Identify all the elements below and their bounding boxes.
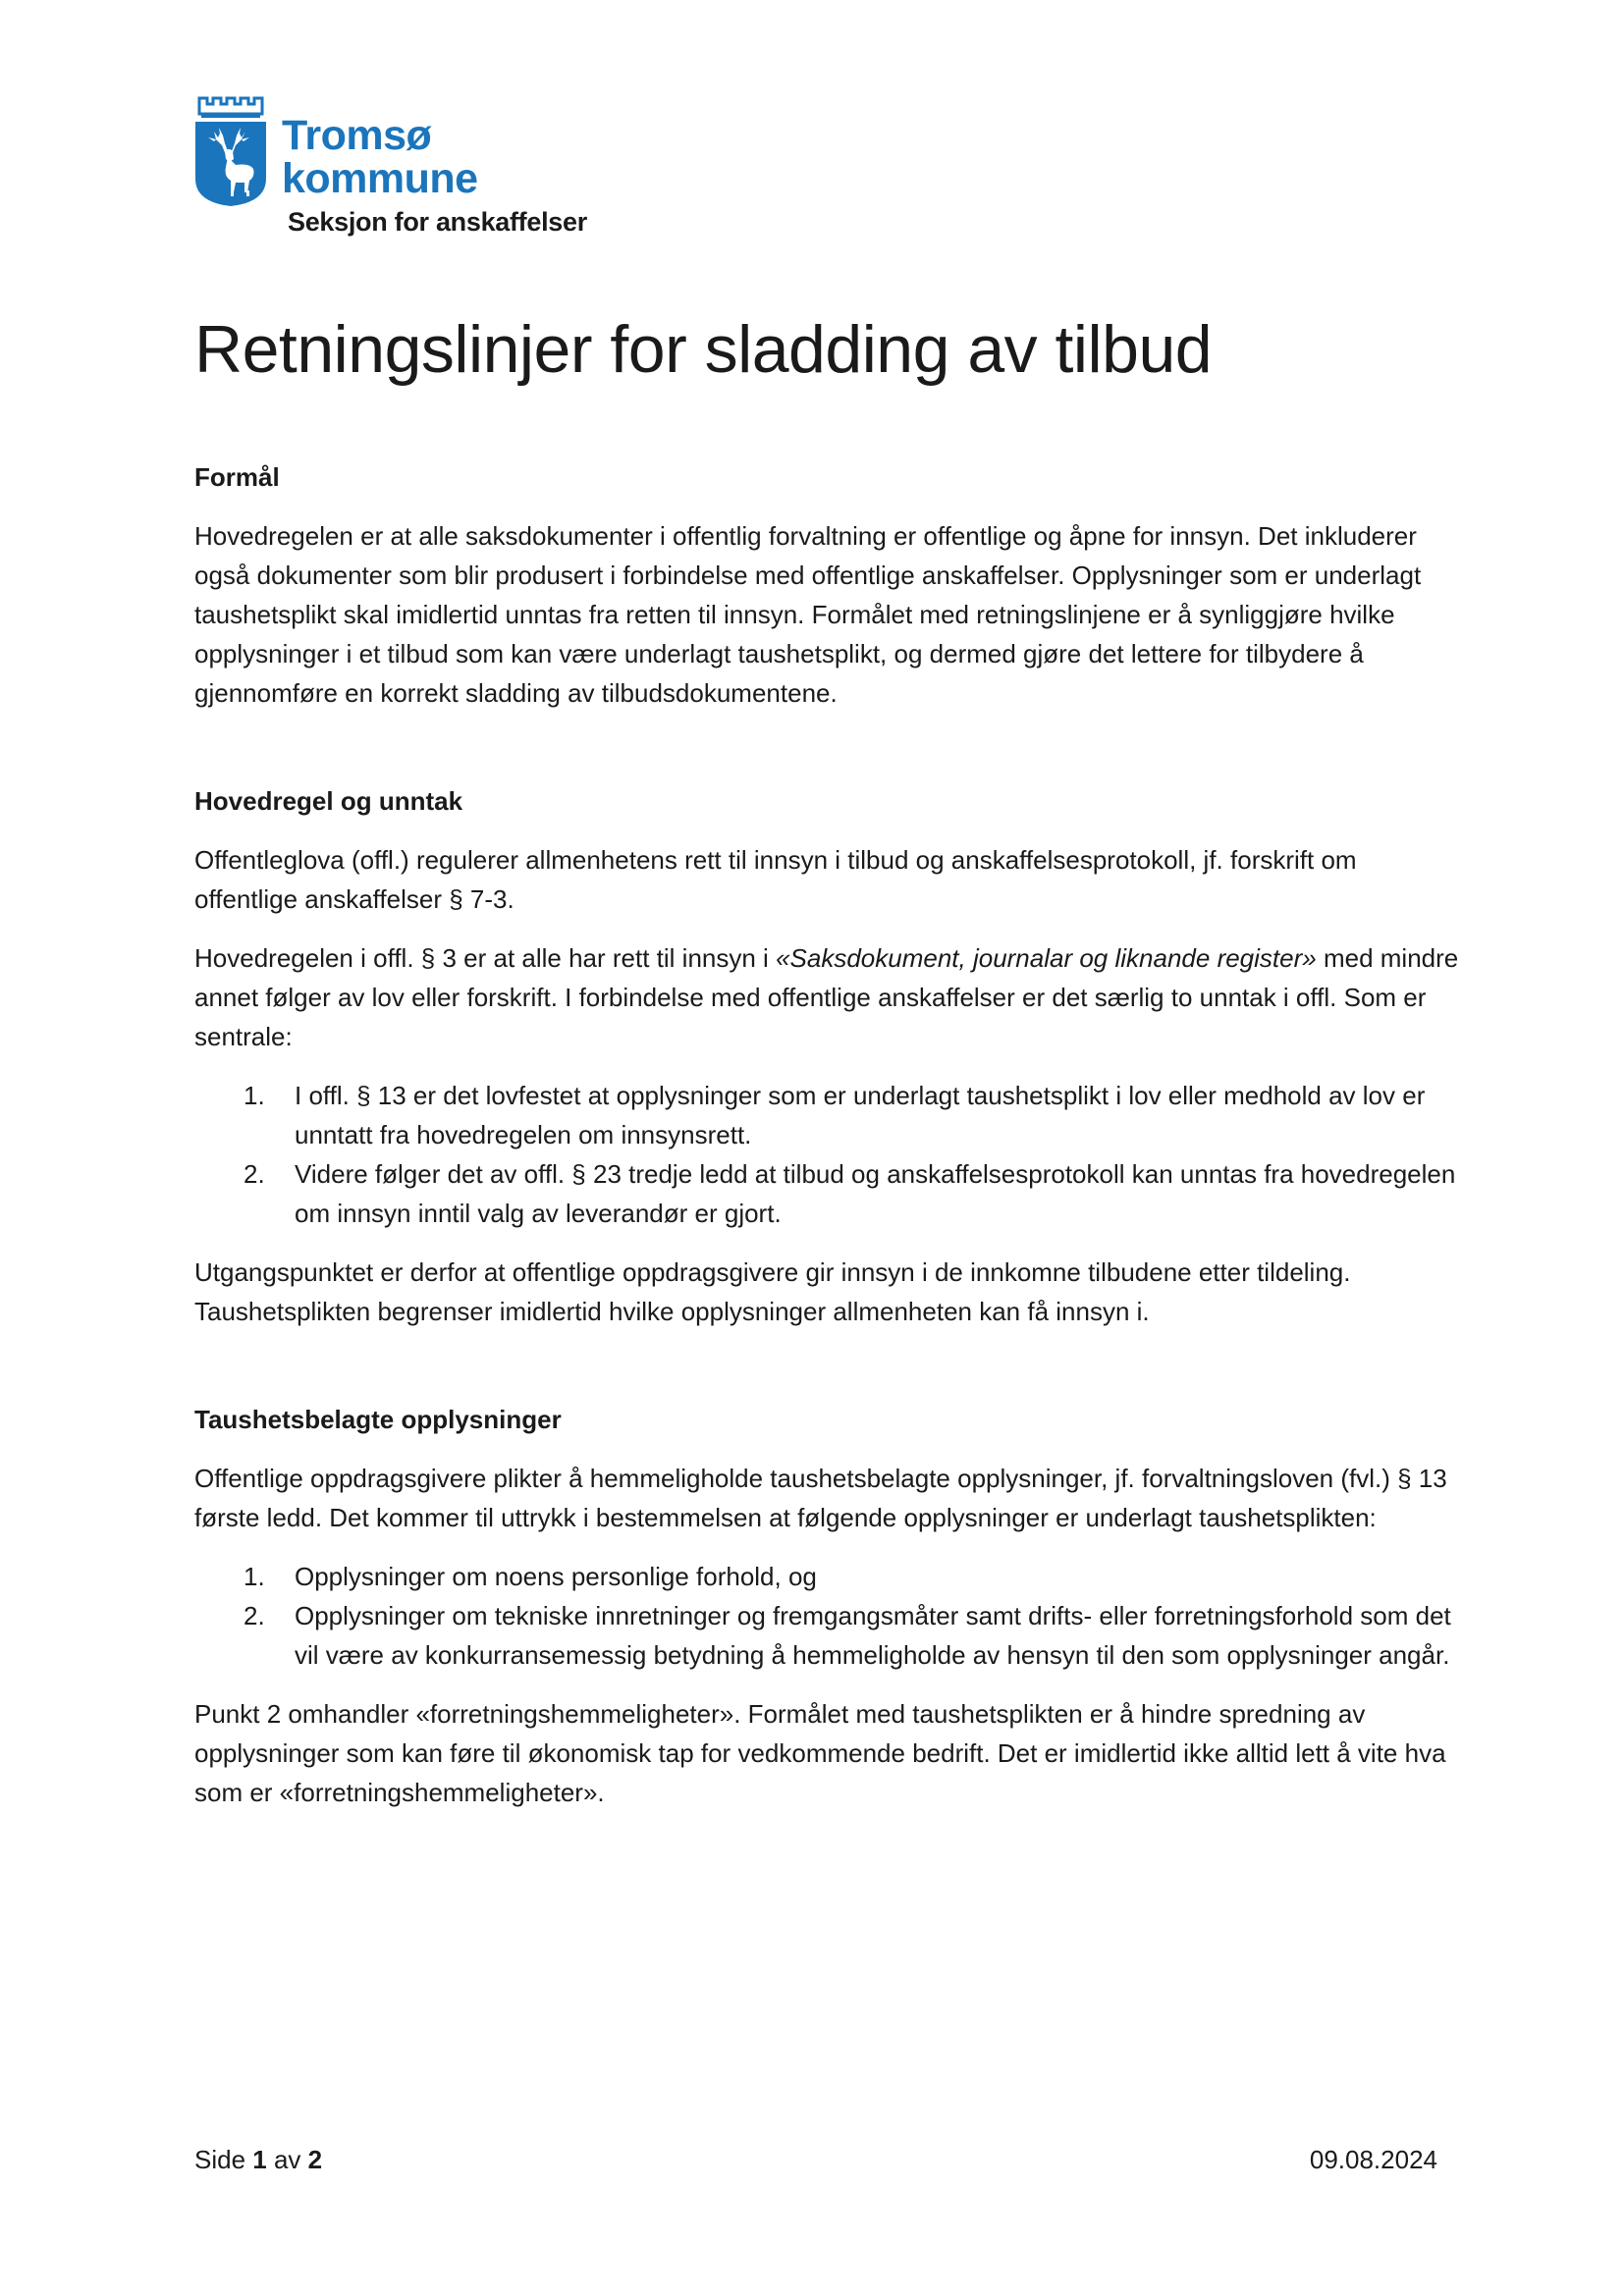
list-item-text: Opplysninger om tekniske innretninger og fremgangsmåter samt drifts- eller forretningsforhold som det vil være av konkurransemessig betydning å hemmeligholde av hensyn til den som opplysninger angår.	[295, 1601, 1451, 1670]
page-total: 2	[307, 2145, 323, 2174]
page-current: 1	[252, 2145, 267, 2174]
list-number: 1.	[244, 1562, 265, 1591]
document-body	[194, 310, 1461, 1832]
tromso-kommune-logo	[192, 94, 605, 241]
logo-name-line2: kommune	[282, 155, 478, 202]
list-item-text: I offl. § 13 er det lovfestet at opplysninger som er underlagt taushetsplikt i lov eller medhold av lov er unntatt fra hovedregelen om innsynsrett.	[295, 1081, 1426, 1149]
list-item-text: Opplysninger om noens personlige forhold, og	[295, 1562, 817, 1591]
list-item	[194, 1596, 1461, 1675]
section-heading: Taushetsbelagte opplysninger	[194, 1405, 562, 1434]
paragraph: Offentlige oppdragsgivere plikter å hemmeligholde taushetsbelagte opplysninger, jf. forvaltningsloven (fvl.) § 13 første ledd. Det kommer til uttrykk i bestemmelsen at følgende opplysninger er underlagt taushetsplikten:	[194, 1464, 1447, 1532]
list-item	[194, 1557, 1461, 1596]
section-taushetsbelagte	[194, 1400, 1461, 1812]
section-hovedregel	[194, 781, 1461, 1331]
numbered-list	[194, 1557, 1461, 1675]
paragraph: Offentleglova (offl.) regulerer allmenhetens rett til innsyn i tilbud og anskaffelsesprotokoll, jf. forskrift om offentlige anskaffelser § 7-3.	[194, 845, 1357, 914]
paragraph: Punkt 2 omhandler «forretningshemmeligheter». Formålet med taushetsplikten er å hindre spredning av opplysninger som kan føre til økonomisk tap for vedkommende bedrift. Det er imidlertid ikke alltid lett å vite hva som er «forretningshemmeligheter».	[194, 1699, 1446, 1807]
logo-name-line1: Tromsø	[282, 112, 432, 159]
list-number: 2.	[244, 1159, 265, 1189]
list-number: 2.	[244, 1601, 265, 1630]
paragraph-text: med mindre annet følger av lov eller forskrift. I forbindelse med offentlige anskaffelser er det særlig to unntak i offl. Som er sentrale:	[194, 943, 1459, 1051]
reindeer-crest-icon	[192, 94, 269, 208]
paragraph-with-quote	[194, 938, 1461, 1056]
list-item	[194, 1154, 1461, 1233]
document-title: Retningslinjer for sladding av tilbud	[194, 312, 1213, 387]
list-item-text: Videre følger det av offl. § 23 tredje ledd at tilbud og anskaffelsesprotokoll kan unntas fra hovedregelen om innsyn inntil valg av leverandør er gjort.	[295, 1159, 1456, 1228]
paragraph: Utgangspunktet er derfor at offentlige oppdragsgivere gir innsyn i de innkomne tilbudene etter tildeling. Taushetsplikten begrenser imidlertid hvilke opplysninger allmenheten kan få innsyn i.	[194, 1257, 1351, 1326]
list-number: 1.	[244, 1081, 265, 1110]
footer-date: 09.08.2024	[1309, 2145, 1437, 2174]
section-heading: Formål	[194, 462, 280, 492]
page-prefix: Side	[194, 2145, 253, 2174]
logo-wordmark	[282, 114, 478, 200]
list-item	[194, 1076, 1461, 1154]
section-formal	[194, 457, 1461, 713]
quoted-term: «Saksdokument, journalar og liknande register»	[776, 943, 1317, 973]
page-mid: av	[266, 2145, 308, 2174]
numbered-list	[194, 1076, 1461, 1233]
section-heading: Hovedregel og unntak	[194, 786, 463, 816]
logo-section-label: Seksjon for anskaffelser	[288, 207, 587, 237]
page-number	[194, 2140, 322, 2179]
paragraph-text: Hovedregelen i offl. § 3 er at alle har rett til innsyn i	[194, 943, 777, 973]
paragraph: Hovedregelen er at alle saksdokumenter i offentlig forvaltning er offentlige og åpne for innsyn. Det inkluderer også dokumenter som blir produsert i forbindelse med offentlige anskaffelser. Opplysninger som er underlagt taushetsplikt skal imidlertid unntas fra retten til innsyn. Formålet med retningslinjene er å synliggjøre hvilke opplysninger i et tilbud som kan være underlagt taushetsplikt, og dermed gjøre det lettere for tilbydere å gjennomføre en korrekt sladding av tilbudsdokumentene.	[194, 521, 1422, 708]
